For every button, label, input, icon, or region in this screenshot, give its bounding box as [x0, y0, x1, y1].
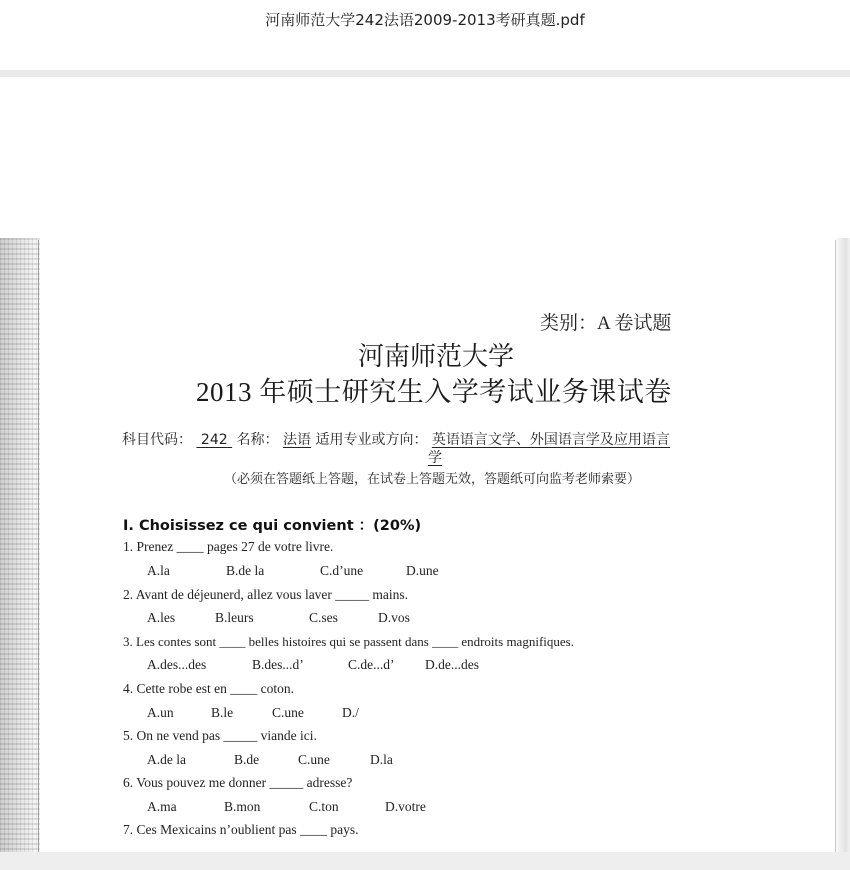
viewer-bottom-bar: [0, 852, 850, 870]
option-6c: C.ton: [309, 799, 339, 814]
option-4b: B.le: [211, 705, 234, 720]
viewer-header: [0, 0, 850, 70]
subject-name-label: 名称：: [236, 432, 279, 448]
scan-left-edge: [0, 238, 40, 852]
question-6: 6. Vous pouvez me donner _____ adresse?: [123, 775, 353, 790]
option-1b: B.de la: [226, 563, 265, 578]
header-divider: [0, 70, 850, 77]
subject-code-label: 科目代码：: [122, 432, 192, 448]
option-4d: D./: [342, 705, 359, 720]
option-3b: B.des...d’: [252, 657, 304, 672]
subject-name: 法语: [283, 432, 311, 448]
option-2c: C.ses: [309, 610, 338, 625]
exam-title: 2013 年硕士研究生入学考试业务课试卷: [196, 377, 672, 407]
option-6d: D.votre: [385, 799, 426, 814]
question-5: 5. On ne vend pas _____ viande ici.: [123, 728, 317, 743]
option-5d: D.la: [370, 752, 393, 767]
question-3: 3. Les contes sont ____ belles histoires qui se passent dans ____ endroits magnifiques.: [123, 634, 574, 649]
section-title: I. Choisissez ce qui convient ：(20%): [123, 518, 422, 534]
exam-category: 类别：A 卷试题: [540, 313, 672, 334]
option-4c: C.une: [272, 705, 304, 720]
option-6b: B.mon: [224, 799, 261, 814]
question-4: 4. Cette robe est en ____ coton.: [123, 681, 294, 696]
option-3c: C.de...d’: [348, 657, 395, 672]
option-2a: A.les: [147, 610, 176, 625]
direction-value-continued: 学: [428, 450, 442, 466]
answer-notice: （必须在答题纸上答题，在试卷上答题无效，答题纸可向监考老师索要）: [223, 472, 640, 487]
option-2b: B.leurs: [215, 610, 254, 625]
option-3d: D.de...des: [425, 657, 479, 672]
option-4a: A.un: [147, 705, 174, 720]
subject-code: 242: [200, 432, 228, 448]
option-5a: A.de la: [147, 752, 186, 767]
university-name: 河南师范大学: [357, 342, 514, 371]
option-3a: A.des...des: [147, 657, 207, 672]
direction-value: 英语语言文学、外国语言学及应用语言: [431, 432, 670, 448]
option-5b: B.de: [234, 752, 260, 767]
scan-right-border: [835, 240, 836, 852]
direction-label: 适用专业或方向：: [315, 432, 428, 448]
scan-right-edge: [834, 238, 850, 852]
scan-left-border: [38, 240, 39, 852]
option-5c: C.une: [298, 752, 330, 767]
question-2: 2. Avant de déjeunerd, allez vous laver _____ mains.: [123, 587, 409, 602]
question-7: 7. Ces Mexicains n’oublient pas ____ pays.: [123, 822, 359, 837]
document-title: 河南师范大学242法语2009-2013考研真题.pdf: [265, 11, 585, 29]
option-6a: A.ma: [147, 799, 177, 814]
subject-line: [122, 429, 670, 449]
option-1a: A.la: [147, 563, 170, 578]
option-1d: D.une: [406, 563, 439, 578]
option-2d: D.vos: [378, 610, 410, 625]
option-1c: C.d’une: [320, 563, 364, 578]
question-1: 1. Prenez ____ pages 27 de votre livre.: [123, 539, 334, 554]
